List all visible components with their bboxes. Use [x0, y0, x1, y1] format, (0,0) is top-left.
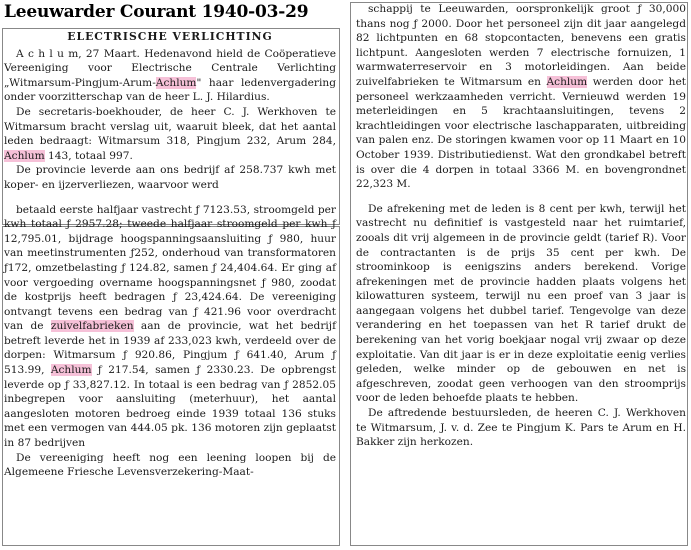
article-paragraph — [4, 451, 336, 480]
paragraph-text: 143, totaal 997. — [44, 149, 133, 162]
paragraph-text: werden door het personeel werkzaamheden verricht. Vernieuwd werden 19 meterleidingen en 5 krachtaansluitingen, tevens 2 krachtleidingen voor electrische laschapparaten, uitbreiding van palen enz. De storingen kwamen voor op 11 Maart en 10 October 1939. Distributiedienst. Wat den grondkabel betreft is over die 4 dorpen in totaal 3366 M. en bovengrondnet 22,323 M. — [356, 75, 687, 191]
paragraph-text: " haar ledenvergadering onder voorzitterschap van de heer L. J. Hilardius. — [4, 76, 336, 104]
right-column — [356, 2, 686, 450]
search-highlight: Achlum — [155, 76, 197, 89]
right-paragraphs-continued — [356, 202, 686, 450]
paragraph-text: De afrekening met de leden is 8 cent per kwh, terwijl het vastrecht nu definitief is vastgesteld naar het ruimtarief, zooals dit vrij algemeen in de provincie geldt (tarief R). Voor de contractanten is de prijs 35 cent per kwh. De stroominkoop is eenigszins anders berekend. Vorige afrekeningen met de provincie hadden plaats volgens het kilowatturen systeem, terwijl nu een proef van 3 jaar is aangegaan volgens het dubbel tarief. Tengevolge van deze verandering en het toepassen van het R tarief drukt de berekening van het vorig boekjaar nogal vrij zwaar op deze exploitatie. Van dit jaar is er in deze exploitatie eenig verlies geleden, welke minder op de gebouwen en net is afgeschreven, zoodat geen verhoogen van den stroomprijs voor de leden behoefde plaats te hebben. — [356, 202, 686, 405]
search-highlight: Achlum — [546, 75, 588, 88]
article-paragraph — [4, 163, 336, 192]
paragraph-text: De aftredende bestuursleden, de heeren C. J. Werkhoven te Witmarsum, J. v. d. Zee te Pingjum K. Pars te Arum en H. Bakker zijn herkozen. — [356, 407, 686, 449]
paragraph-text: A c h l u m, 27 Maart. Hedenavond hield de Coöperatieve Vereeniging voor Electrische Centrale Verlichting „Witmarsum-Pingjum-Arum- — [4, 47, 336, 89]
article-paragraph — [4, 47, 336, 105]
paragraph-text: De provincie leverde aan ons bedrijf af 258.737 kwh met koper- en ijzerverliezen, waarvoor werd — [4, 164, 336, 191]
paragraph-text: schappij te Leeuwarden, oorspronkelijk groot ƒ 30,000 thans nog ƒ 2000. Door het personeel zijn dit jaar aangelegd 82 lichtpunten en 68 stopcontacten, benevens een gratis lichtpunt. Aangesloten werden 7 electrische fornuizen, 1 warmwaterreservoir en 3 motorleidingen. Aan beide zuivelfabrieken te Witmarsum en — [356, 3, 686, 88]
paragraph-text: De vereeniging heeft nog een leening loopen bij de Algemeene Friesche Levensverzekering-Maat- — [4, 451, 336, 479]
article-paragraph — [356, 202, 686, 406]
paragraph-text: De secretaris-boekhouder, de heer C. J. Werkhoven te Witmarsum bracht verslag uit, waaruit bleek, dat het aantal leden bedraagt: Witmarsum 318, Pingjum 232, Arum 284, — [4, 105, 336, 148]
search-highlight: Achlum — [4, 149, 45, 162]
article-heading: ELECTRISCHE VERLICHTING — [67, 30, 273, 43]
article-paragraph — [356, 2, 686, 192]
search-highlight: Achlum — [50, 364, 92, 377]
article-paragraph — [4, 105, 336, 163]
paragraph-text: betaald eerste halfjaar vastrecht ƒ 7123.53, stroomgeld per kwh totaal ƒ 2957.28; tweede halfjaar stroomgeld per kwh ƒ 12,795.01, bijdrage hoogspanningsaansluiting ƒ 980, huur van meetinstrumenten ƒ252, onderhoud van transformatoren ƒ172, omzetbelasting ƒ 124.82, samen ƒ 24,404.64. Er ging af voor vergoeding overname hoogspanningsnet ƒ 980, zoodat de kostprijs heeft bedragen ƒ 23,424.64. De vereeniging ontvangt tevens een bedrag van ƒ 421.96 voor overdracht van de — [4, 203, 336, 333]
paragraph-text: ƒ 217.54, samen ƒ 2330.23. De opbrengst leverde op ƒ 33,827.12. In totaal is een bedrag van ƒ 2852.05 inbegrepen voor aansluiting (meterhuur), het aantal aangesloten motoren bedroeg einde 1939 totaal 136 stuks met een vermogen van 444.05 pk. 136 motoren zijn geplaatst in 87 bedrijven — [4, 364, 336, 450]
paragraph-text: aan de provincie, wat het bedrijf betreft leverde het in 1939 af 233,023 kwh, verdeeld over de dorpen: Witmarsum ƒ 920.86, Pingjum ƒ 641.40, Arum ƒ 513.99, — [4, 320, 336, 377]
page-title: Leeuwarder Courant 1940-03-29 — [4, 2, 309, 22]
article-paragraph — [356, 406, 686, 450]
left-paragraphs-continued — [4, 203, 336, 480]
right-paragraphs — [356, 2, 686, 192]
article-paragraph — [4, 203, 336, 451]
search-highlight: zuivelfabrieken — [50, 320, 134, 333]
left-column — [4, 30, 336, 480]
left-paragraphs — [4, 47, 336, 193]
